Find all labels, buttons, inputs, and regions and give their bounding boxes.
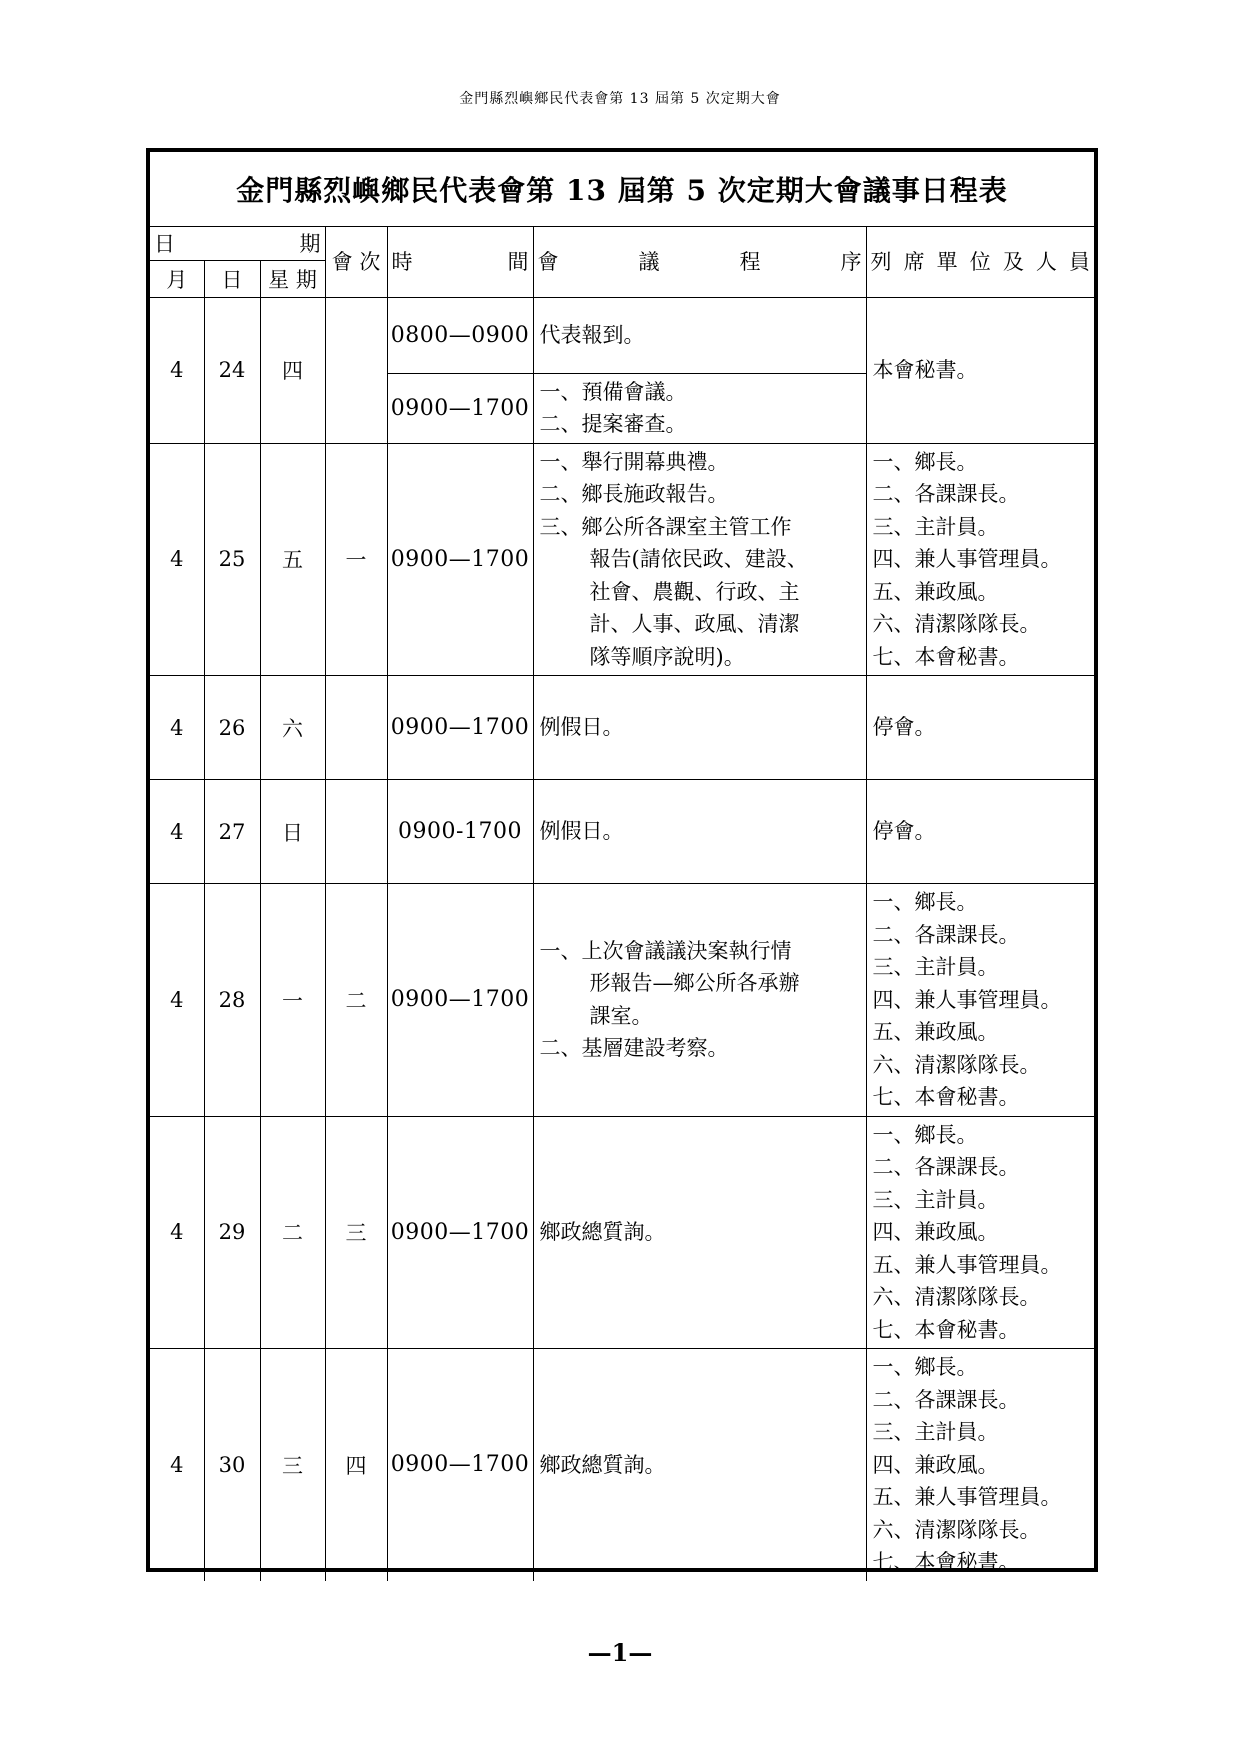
agenda-cell: 一、預備會議。 二、提案審查。	[533, 373, 866, 443]
agenda-header: 會 議 程 序	[533, 226, 866, 297]
month-cell: 4	[150, 297, 204, 443]
weekday-cell: 五	[260, 443, 325, 676]
time-header: 時 間	[387, 226, 533, 297]
day-cell: 26	[204, 676, 260, 780]
date-header: 日 期	[150, 226, 325, 260]
weekday-cell: 六	[260, 676, 325, 780]
session-cell: 四	[325, 1349, 387, 1581]
table-row	[150, 676, 1094, 780]
weekday-cell: 二	[260, 1116, 325, 1349]
weekday-cell: 三	[260, 1349, 325, 1581]
attendees-cell: 一、鄉長。 二、各課課長。 三、主計員。 四、兼政風。 五、兼人事管理員。 六、清潔隊隊長。 七、本會秘書。	[866, 1349, 1094, 1581]
time-cell: 0900—1700	[387, 884, 533, 1117]
agenda-cell: 一、上次會議議決案執行情 形報告—鄉公所各承辦 課室。 二、基層建設考察。	[533, 884, 866, 1117]
agenda-cell: 一、舉行開幕典禮。 二、鄉長施政報告。 三、鄉公所各課室主管工作 報告(請依民政、建設、 社會、農觀、行政、主 計、人事、政風、清潔 隊等順序說明)。	[533, 443, 866, 676]
schedule-frame	[146, 148, 1098, 1572]
day-cell: 24	[204, 297, 260, 443]
agenda-cell: 鄉政總質詢。	[533, 1349, 866, 1581]
time-cell: 0900—1700	[387, 1116, 533, 1349]
attendees-cell: 一、鄉長。 二、各課課長。 三、主計員。 四、兼政風。 五、兼人事管理員。 六、清潔隊隊長。 七、本會秘書。	[866, 1116, 1094, 1349]
page-number: —1—	[587, 1638, 653, 1667]
schedule-title: 金門縣烈嶼鄉民代表會第 13 屆第 5 次定期大會議事日程表	[150, 152, 1094, 227]
session-cell	[325, 297, 387, 443]
agenda-cell: 例假日。	[533, 676, 866, 780]
time-cell: 0900—1700	[387, 373, 533, 443]
attendees-cell: 一、鄉長。 二、各課課長。 三、主計員。 四、兼人事管理員。 五、兼政風。 六、清潔隊隊長。 七、本會秘書。	[866, 884, 1094, 1117]
table-row	[150, 780, 1094, 884]
time-cell: 0900—1700	[387, 443, 533, 676]
schedule-table	[150, 226, 1094, 1581]
time-cell: 0900-1700	[387, 780, 533, 884]
month-cell: 4	[150, 1116, 204, 1349]
weekday-cell: 日	[260, 780, 325, 884]
attendees-cell: 一、鄉長。 二、各課課長。 三、主計員。 四、兼人事管理員。 五、兼政風。 六、清潔隊隊長。 七、本會秘書。	[866, 443, 1094, 676]
time-cell: 0800—0900	[387, 297, 533, 373]
agenda-cell: 例假日。	[533, 780, 866, 884]
attendees-header: 列 席 單 位 及 人 員	[866, 226, 1094, 297]
attendees-cell: 停會。	[866, 780, 1094, 884]
table-row	[150, 1116, 1094, 1349]
day-header: 日	[204, 260, 260, 297]
month-header: 月	[150, 260, 204, 297]
session-header: 會 次	[325, 226, 387, 297]
session-cell	[325, 676, 387, 780]
weekday-header: 星 期	[260, 260, 325, 297]
month-cell: 4	[150, 780, 204, 884]
month-cell: 4	[150, 443, 204, 676]
attendees-cell: 停會。	[866, 676, 1094, 780]
session-cell: 二	[325, 884, 387, 1117]
month-cell: 4	[150, 676, 204, 780]
month-cell: 4	[150, 1349, 204, 1581]
agenda-cell: 代表報到。	[533, 297, 866, 373]
session-cell: 一	[325, 443, 387, 676]
agenda-cell: 鄉政總質詢。	[533, 1116, 866, 1349]
time-cell: 0900—1700	[387, 676, 533, 780]
table-row	[150, 297, 1094, 373]
day-cell: 25	[204, 443, 260, 676]
session-cell: 三	[325, 1116, 387, 1349]
session-cell	[325, 780, 387, 884]
day-cell: 27	[204, 780, 260, 884]
table-row	[150, 1349, 1094, 1581]
day-cell: 29	[204, 1116, 260, 1349]
day-cell: 30	[204, 1349, 260, 1581]
running-header: 金門縣烈嶼鄉民代表會第 13 屆第 5 次定期大會	[459, 91, 781, 107]
weekday-cell: 一	[260, 884, 325, 1117]
time-cell: 0900—1700	[387, 1349, 533, 1581]
table-row	[150, 884, 1094, 1117]
month-cell: 4	[150, 884, 204, 1117]
weekday-cell: 四	[260, 297, 325, 443]
attendees-cell: 本會秘書。	[866, 297, 1094, 443]
day-cell: 28	[204, 884, 260, 1117]
table-row	[150, 443, 1094, 676]
